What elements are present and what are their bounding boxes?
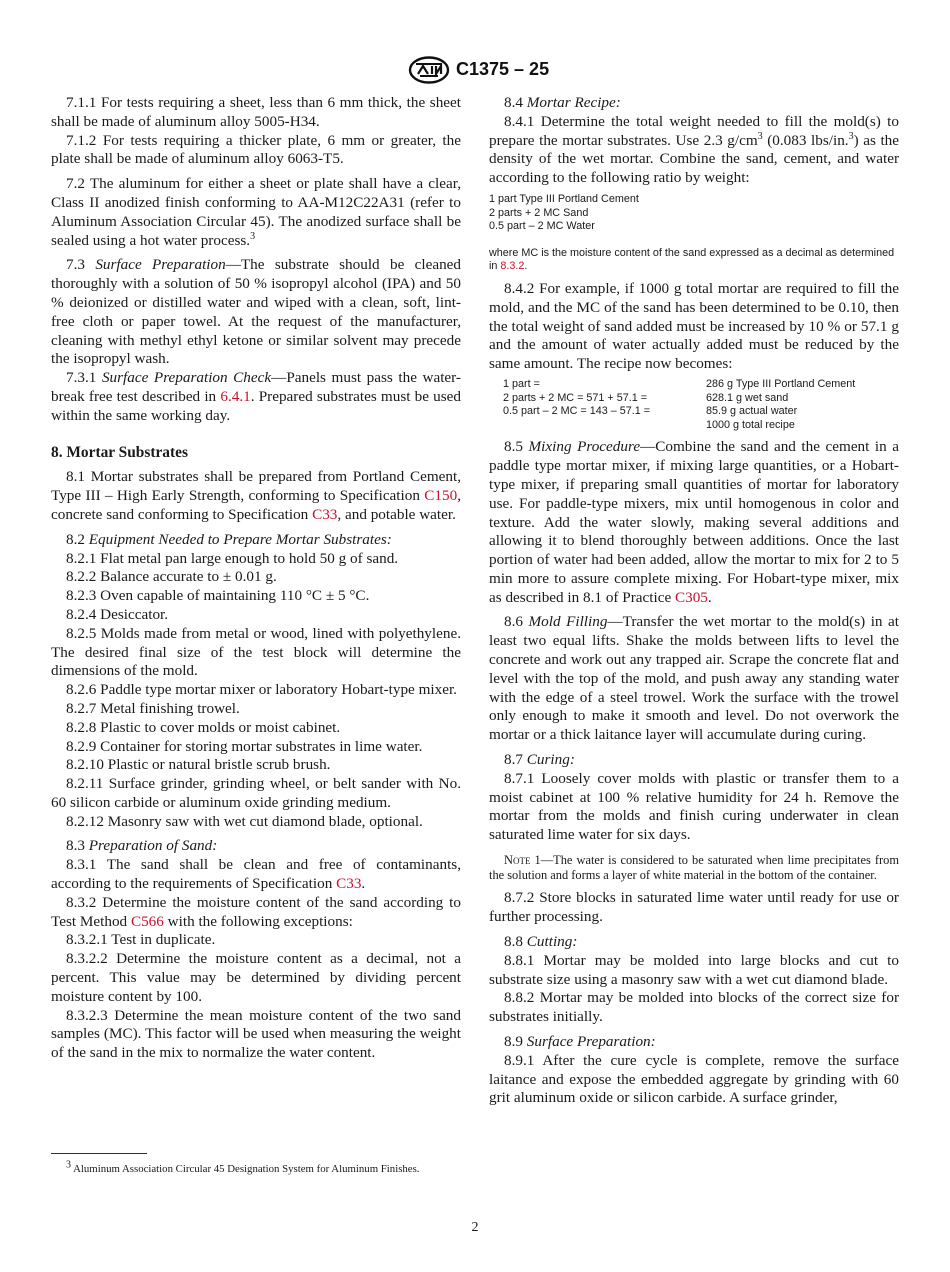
recipe-table xyxy=(503,378,883,432)
right-column xyxy=(489,94,899,1108)
section-8-4-2: 8.4.2 For example, if 1000 g total mortar are required to fill the mold, and the MC of the sand has been determined to be 0.10, then the total weight of sand added must be increased by 10 % or 57.1 g and the amount of water actually added must be reduced by the same amount. The recipe now becomes: xyxy=(489,279,899,373)
link-6-4-1[interactable]: 6.4.1 xyxy=(220,387,251,405)
document-designation: C1375 – 25 xyxy=(456,59,550,79)
section-8-7-1: 8.7.1 Loosely cover molds with plastic or transfer them to a moist cabinet at 100 % relative humidity for 24 h. Remove the mortar from the molds and finish curing underwater in clean saturated lime water for six days. xyxy=(489,769,899,844)
section-8-2-11: 8.2.11 Surface grinder, grinding wheel, or belt sander with No. 60 silicon carbide or aluminum oxide grinding medium. xyxy=(51,775,461,811)
left-column xyxy=(51,94,461,1063)
footnote-3: 3 Aluminum Association Circular 45 Designation System for Aluminum Finishes. xyxy=(66,1159,420,1175)
section-8-3-2-1: 8.3.2.1 Test in duplicate. xyxy=(66,931,216,949)
section-8-2-9: 8.2.9 Container for storing mortar substrates in lime water. xyxy=(66,737,423,755)
ratio-line: 1 part Type III Portland Cement xyxy=(489,192,639,205)
section-8-2-10: 8.2.10 Plastic or natural bristle scrub brush. xyxy=(66,756,331,774)
footnote-divider xyxy=(51,1153,147,1154)
section-7-1-2: 7.1.2 For tests requiring a thicker plate, 6 mm or greater, the plate shall be made of aluminum alloy 6063-T5. xyxy=(51,131,461,168)
page-number: 2 xyxy=(471,1220,479,1235)
section-8-7-2: 8.7.2 Store blocks in saturated lime water until ready for use or further processing. xyxy=(489,889,899,926)
section-8-8: 8.8 Cutting: xyxy=(504,933,578,951)
page-header xyxy=(0,56,950,84)
section-8-1: 8.1 Mortar substrates shall be prepared from Portland Cement, Type III – High Early Strength, conforming to Specification C150, concrete sand conforming to Specification C33, and potable water. xyxy=(51,468,461,523)
section-7-1-1: 7.1.1 For tests requiring a sheet, less than 6 mm thick, the sheet shall be made of aluminum alloy 5005-H34. xyxy=(51,94,461,130)
footnote-ref-3[interactable]: 3 xyxy=(250,230,256,242)
section-8-3: 8.3 Preparation of Sand: xyxy=(66,837,218,855)
where-clause: where MC is the moisture content of the sand expressed as a decimal as determined in 8.3.2. xyxy=(489,246,895,273)
section-8-3-2-2: 8.3.2.2 Determine the moisture content as a decimal, not a percent. This value may be determined by dividing percent moisture content by 100. xyxy=(51,950,461,1005)
section-8-7: 8.7 Curing: xyxy=(504,751,575,769)
link-c305[interactable]: C305 xyxy=(674,588,708,606)
section-8-4-1: 8.4.1 Determine the total weight needed to fill the mold(s) to prepare the mortar substrates. Use 2.3 $g/cm^3$ (0.083 lbs/in.$^3$) as the density of the wet mortar. Combine the sand, cement, and water according to the following ratio by weight: xyxy=(489,112,899,187)
section-7-2: 7.2 The aluminum for either a sheet or plate shall have a clear, Class II anodized finish conforming to AA-M12C22A31 (refer to Aluminum Association Circular 45). The anodized surface shall be sealed using a hot water process.$^3$ xyxy=(51,175,461,249)
section-8-2: 8.2 Equipment Needed to Prepare Mortar Substrates: xyxy=(66,530,392,548)
ratio-line: 0.5 part – 2 MC Water xyxy=(489,220,595,233)
section-8-2-5: 8.2.5 Molds made from metal or wood, lined with polyethylene. The desired final size of the test block will determine the dimensions of the mold. xyxy=(51,624,461,680)
ratio-line: 2 parts + 2 MC Sand xyxy=(489,206,589,219)
recipe-row: 0.5 part – 2 MC = 143 – 57.1 = 85.9 g actual water xyxy=(503,405,798,418)
ratio-list xyxy=(489,193,899,234)
section-8-9: 8.9 Surface Preparation: xyxy=(504,1033,656,1051)
section-8-2-8: 8.2.8 Plastic to cover molds or moist cabinet. xyxy=(66,718,341,736)
section-7-3-1: 7.3.1 Surface Preparation Check—Panels must pass the water-break free test described in 6.4.1. Prepared substrates must be used within the same working day. xyxy=(51,369,462,424)
recipe-row: 2 parts + 2 MC = 571 + 57.1 = 628.1 g wet sand xyxy=(503,391,789,404)
section-8-3-1: 8.3.1 The sand shall be clean and free of contaminants, according to the requirements of Specification C33. xyxy=(51,856,461,893)
section-8-2-3: 8.2.3 Oven capable of maintaining 110 °C ± 5 °C. xyxy=(66,587,370,605)
section-8-8-1: 8.8.1 Mortar may be molded into large blocks and cut to substrate size using a masonry saw with a wet cut diamond blade. xyxy=(489,951,899,988)
recipe-row: 1000 g total recipe xyxy=(706,418,795,431)
section-8-8-2: 8.8.2 Mortar may be molded into blocks of the correct size for substrates initially. xyxy=(489,989,899,1026)
section-8-2-6: 8.2.6 Paddle type mortar mixer or laboratory Hobart-type mixer. xyxy=(66,681,457,699)
section-8-2-2: 8.2.2 Balance accurate to ± 0.01 g. xyxy=(66,568,277,586)
link-c150[interactable]: C150 xyxy=(424,487,458,505)
section-8-heading: 8. Mortar Substrates xyxy=(51,443,188,461)
link-8-3-2[interactable]: 8.3.2 xyxy=(500,260,525,273)
link-c33[interactable]: C33 xyxy=(312,505,338,523)
section-8-9-1: 8.9.1 After the cure cycle is complete, remove the surface laitance and expose the embedded aggregate by grinding with 60 grit aluminum oxide or silicon carbide. A surface grinder, xyxy=(489,1051,899,1107)
section-8-2-12: 8.2.12 Masonry saw with wet cut diamond blade, optional. xyxy=(66,812,423,830)
section-8-2-4: 8.2.4 Desiccator. xyxy=(66,605,169,623)
section-8-2-7: 8.2.7 Metal finishing trowel. xyxy=(66,699,240,717)
astm-logo-icon xyxy=(408,56,450,84)
section-8-6: 8.6 Mold Filling—Transfer the wet mortar to the mold(s) in at least two equal lifts. Shake the molds between lifts to level the concrete and work out any trapped air. Scrape the concrete flat and level with the top of the mold, and push away any standing water with the edge of a steel trowel. Work the surface with the trowel only enough to make it smooth and level. Do not overwork the mortar or a thick laitance layer will accumulate during curing. xyxy=(489,613,899,744)
section-8-5: 8.5 Mixing Procedure—Combine the sand and the cement in a paddle type mortar mixer, if mixing large quantities, or a Hobart-type mixer, if preparing small quantities of mortar for laboratory use. For paddle-type mixers, mix until homogenous in color and texture. Add the water slowly, making several additions and allowing it to blend thoroughly between additions. Once the last portion of water had been added, allow the mortar to mix for 2 to 5 min more to assure complete mixing. For Hobart-type mixer, mix as described in 8.1 of Practice C305. xyxy=(489,438,900,606)
section-8-4: 8.4 Mortar Recipe: xyxy=(504,94,621,111)
section-7-3: 7.3 Surface Preparation—The substrate should be cleaned thoroughly with a solution of 50 % isopropyl alcohol (IPA) and 50 % deionized or distilled water and wiped with a clean, soft, lint-free cloth or paper towel. At the request of the manufacturer, cleaning with methyl ethyl ketone or similar solvent may precede the isopropyl wash. xyxy=(51,256,462,368)
section-8-3-2-3: 8.3.2.3 Determine the mean moisture content of the two sand samples (MC). This factor will be used when measuring the weight of the sand in the mix to normalize the water content. xyxy=(51,1006,461,1062)
link-c566[interactable]: C566 xyxy=(130,912,164,930)
section-8-2-1: 8.2.1 Flat metal pan large enough to hold 50 g of sand. xyxy=(66,549,399,567)
link-c33-b[interactable]: C33 xyxy=(336,875,362,893)
section-8-3-2: 8.3.2 Determine the moisture content of the sand according to Test Method C566 with the following exceptions: xyxy=(51,893,461,930)
recipe-row: 1 part = 286 g Type III Portland Cement xyxy=(503,377,856,390)
note-1: Note 1—The water is considered to be saturated when lime precipitates from the solution and forms a layer of white material in the bottom of the container. xyxy=(489,853,899,883)
